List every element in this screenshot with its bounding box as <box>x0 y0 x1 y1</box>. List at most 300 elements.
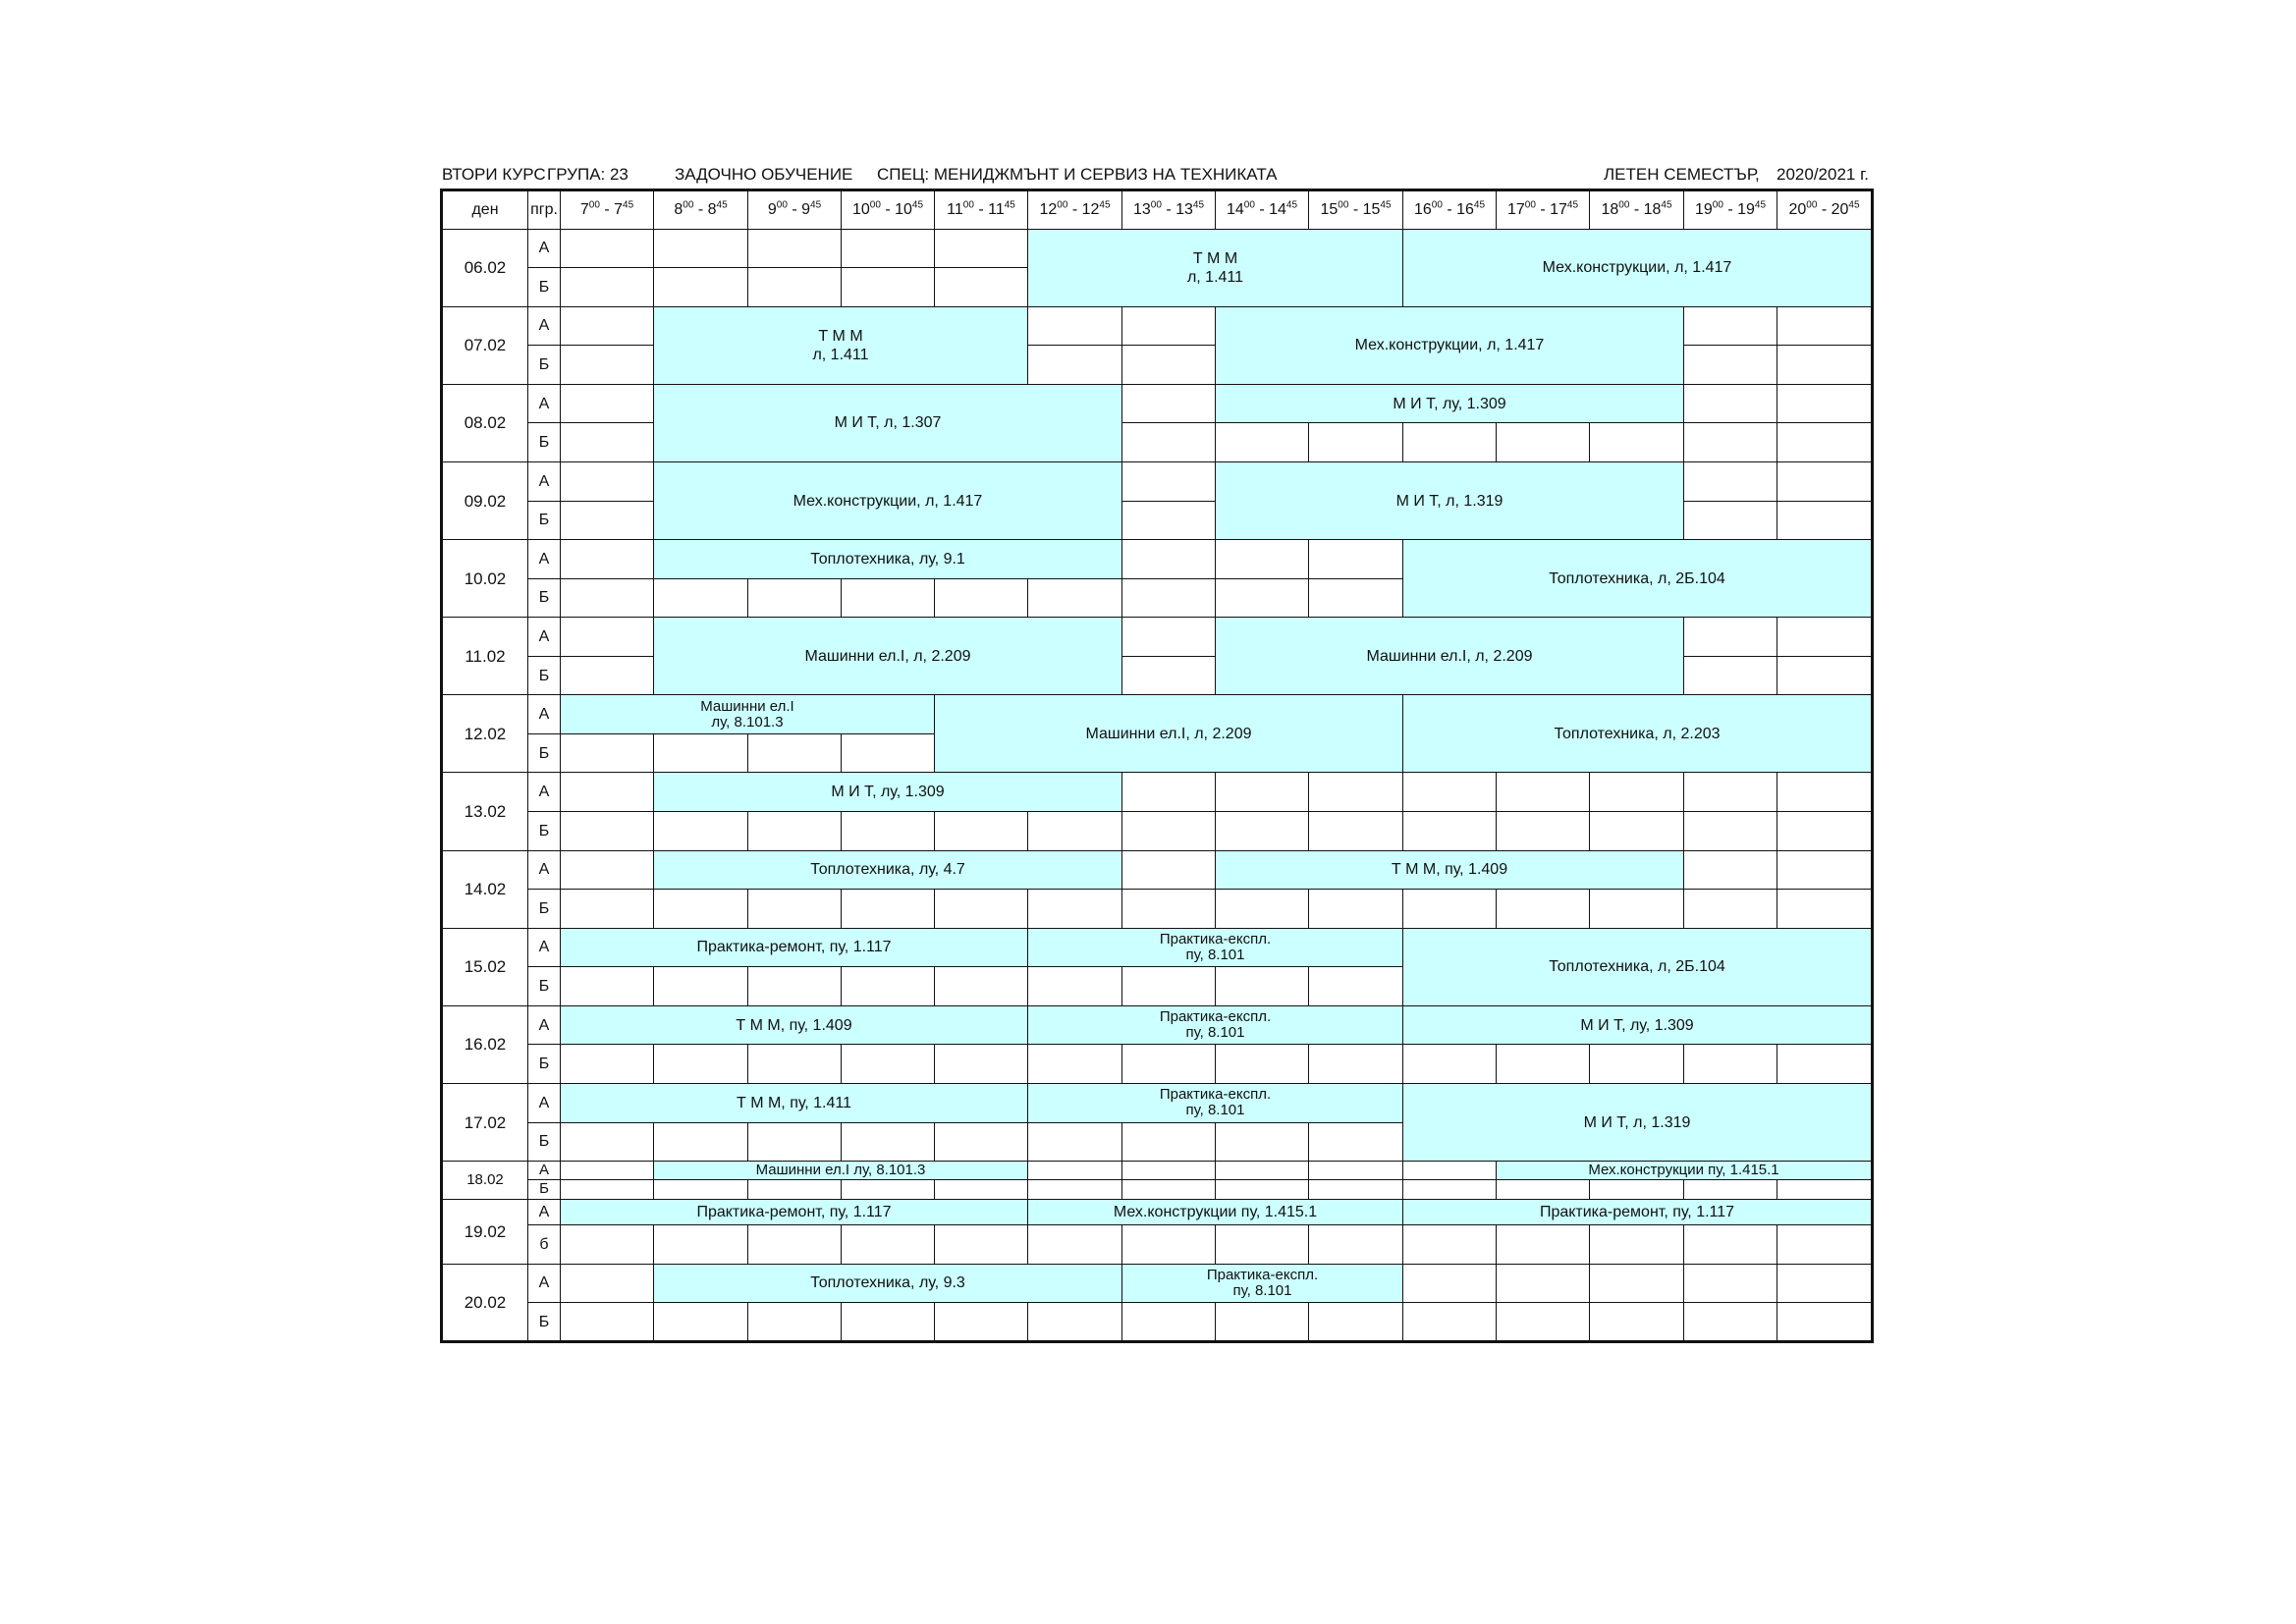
empty-slot <box>842 733 935 773</box>
empty-slot <box>1777 1264 1873 1303</box>
empty-slot <box>561 540 654 579</box>
slot-header: $19^{00} - 19^{45}$ <box>1684 190 1777 230</box>
empty-slot <box>935 890 1028 929</box>
empty-slot <box>1403 423 1497 462</box>
empty-slot <box>842 578 935 618</box>
empty-slot <box>1590 1180 1684 1199</box>
empty-slot <box>561 618 654 657</box>
empty-slot <box>1309 540 1403 579</box>
empty-slot <box>1684 1045 1777 1084</box>
subgroup-cell: Б <box>528 1122 561 1162</box>
empty-slot <box>748 1224 842 1264</box>
subgroup-cell: А <box>528 1083 561 1122</box>
day-cell: 06.02 <box>442 229 528 306</box>
empty-slot <box>1028 1303 1122 1342</box>
study-form-label: ЗАДОЧНО ОБУЧЕНИЕ <box>675 165 853 184</box>
empty-slot <box>561 346 654 385</box>
empty-slot <box>654 967 748 1006</box>
class-cell: Т М М, пу, 1.409 <box>1216 850 1684 890</box>
day-cell: 11.02 <box>442 618 528 695</box>
empty-slot <box>842 1224 935 1264</box>
empty-slot <box>748 268 842 307</box>
day-cell: 18.02 <box>442 1162 528 1200</box>
day-cell: 17.02 <box>442 1083 528 1161</box>
empty-slot <box>1684 423 1777 462</box>
empty-slot <box>1122 1162 1216 1180</box>
empty-slot <box>1028 306 1122 346</box>
empty-slot <box>1497 812 1590 851</box>
empty-slot <box>1777 346 1873 385</box>
empty-slot <box>1216 1303 1309 1342</box>
empty-slot <box>1777 1045 1873 1084</box>
empty-slot <box>1684 1264 1777 1303</box>
class-cell: М И Т, л, 1.319 <box>1216 461 1684 539</box>
empty-slot <box>1309 578 1403 618</box>
empty-slot <box>654 1180 748 1199</box>
empty-slot <box>935 1122 1028 1162</box>
empty-slot <box>1777 461 1873 501</box>
empty-slot <box>842 1045 935 1084</box>
empty-slot <box>1216 812 1309 851</box>
table-row <box>442 1162 1873 1180</box>
empty-slot <box>1777 656 1873 695</box>
subgroup-cell: А <box>528 773 561 812</box>
day-cell: 10.02 <box>442 540 528 618</box>
class-cell: Т М М, пу, 1.411 <box>561 1083 1028 1122</box>
class-cell: Практика-ремонт, пу, 1.117 <box>561 1199 1028 1224</box>
table-row <box>442 306 1873 346</box>
slot-header: $8^{00} - 8^{45}$ <box>654 190 748 230</box>
empty-slot <box>1122 423 1216 462</box>
slot-header: $14^{00} - 14^{45}$ <box>1216 190 1309 230</box>
empty-slot <box>1403 1045 1497 1084</box>
empty-slot <box>654 890 748 929</box>
subgroup-cell: Б <box>528 1180 561 1199</box>
empty-slot <box>935 1045 1028 1084</box>
empty-slot <box>1028 1122 1122 1162</box>
empty-slot <box>654 812 748 851</box>
day-cell: 09.02 <box>442 461 528 539</box>
subgroup-cell: Б <box>528 812 561 851</box>
slot-header: $13^{00} - 13^{45}$ <box>1122 190 1216 230</box>
subgroup-cell: Б <box>528 890 561 929</box>
empty-slot <box>1309 812 1403 851</box>
empty-slot <box>561 306 654 346</box>
table-row <box>442 540 1873 579</box>
empty-slot <box>654 733 748 773</box>
empty-slot <box>1777 812 1873 851</box>
class-cell: Мех.конструкции пу, 1.415.1 <box>1028 1199 1403 1224</box>
empty-slot <box>748 229 842 268</box>
empty-slot <box>842 890 935 929</box>
class-cell: Практика-експл. пу, 8.101 <box>1028 1005 1403 1045</box>
empty-slot <box>1497 1045 1590 1084</box>
subgroup-cell: Б <box>528 578 561 618</box>
empty-slot <box>1777 423 1873 462</box>
empty-slot <box>561 1122 654 1162</box>
empty-slot <box>1777 773 1873 812</box>
table-row <box>442 1199 1873 1224</box>
empty-slot <box>748 812 842 851</box>
class-cell: Машинни ел.I, л, 2.209 <box>1216 618 1684 695</box>
subgroup-cell: Б <box>528 423 561 462</box>
empty-slot <box>1590 890 1684 929</box>
slot-header: $12^{00} - 12^{45}$ <box>1028 190 1122 230</box>
empty-slot <box>1309 773 1403 812</box>
empty-slot <box>561 423 654 462</box>
empty-slot <box>1216 1162 1309 1180</box>
empty-slot <box>1403 773 1497 812</box>
table-row <box>442 1083 1873 1122</box>
empty-slot <box>1590 773 1684 812</box>
empty-slot <box>748 890 842 929</box>
class-cell: Практика-експл. пу, 8.101 <box>1028 1083 1403 1122</box>
empty-slot <box>1309 890 1403 929</box>
empty-slot <box>561 850 654 890</box>
empty-slot <box>1684 306 1777 346</box>
day-cell: 12.02 <box>442 695 528 773</box>
empty-slot <box>1122 890 1216 929</box>
day-cell: 08.02 <box>442 384 528 461</box>
empty-slot <box>1122 461 1216 501</box>
slot-header: $11^{00} - 11^{45}$ <box>935 190 1028 230</box>
empty-slot <box>1403 1162 1497 1180</box>
empty-slot <box>1309 967 1403 1006</box>
empty-slot <box>1590 1224 1684 1264</box>
empty-slot <box>1497 1303 1590 1342</box>
table-row <box>442 229 1873 268</box>
subgroup-cell: А <box>528 928 561 967</box>
empty-slot <box>654 268 748 307</box>
specialty-label: СПЕЦ: МЕНИДЖМЪНТ И СЕРВИЗ НА ТЕХНИКАТА <box>877 165 1278 184</box>
empty-slot <box>1684 346 1777 385</box>
empty-slot <box>1028 812 1122 851</box>
empty-slot <box>1028 346 1122 385</box>
empty-slot <box>1216 578 1309 618</box>
day-cell: 14.02 <box>442 850 528 928</box>
empty-slot <box>935 1180 1028 1199</box>
slot-header: $7^{00} - 7^{45}$ <box>561 190 654 230</box>
empty-slot <box>935 578 1028 618</box>
empty-slot <box>1590 1264 1684 1303</box>
subgroup-cell: А <box>528 618 561 657</box>
class-cell: Топлотехника, лу, 4.7 <box>654 850 1122 890</box>
empty-slot <box>1684 890 1777 929</box>
empty-slot <box>748 1303 842 1342</box>
empty-slot <box>1028 578 1122 618</box>
empty-slot <box>1122 1045 1216 1084</box>
empty-slot <box>1028 1162 1122 1180</box>
empty-slot <box>1122 346 1216 385</box>
header-row <box>442 190 1873 230</box>
empty-slot <box>561 656 654 695</box>
subgroup-cell: Б <box>528 346 561 385</box>
empty-slot <box>748 1180 842 1199</box>
empty-slot <box>654 229 748 268</box>
empty-slot <box>748 1122 842 1162</box>
subgroup-cell: А <box>528 229 561 268</box>
empty-slot <box>1497 423 1590 462</box>
class-cell: Машинни ел.I лу, 8.101.3 <box>654 1162 1028 1180</box>
empty-slot <box>561 461 654 501</box>
empty-slot <box>842 967 935 1006</box>
empty-slot <box>1684 501 1777 540</box>
subgroup-cell: А <box>528 384 561 423</box>
subgroup-cell: А <box>528 850 561 890</box>
empty-slot <box>561 1162 654 1180</box>
class-cell: Топлотехника, л, 2Б.104 <box>1403 928 1873 1005</box>
class-cell: Т М М л, 1.411 <box>654 306 1028 384</box>
slot-header: $20^{00} - 20^{45}$ <box>1777 190 1873 230</box>
class-cell: Мех.конструкции, л, 1.417 <box>1216 306 1684 384</box>
slot-header: $18^{00} - 18^{45}$ <box>1590 190 1684 230</box>
subgroup-cell: Б <box>528 733 561 773</box>
empty-slot <box>842 1303 935 1342</box>
empty-slot <box>1684 384 1777 423</box>
subgroup-cell: Б <box>528 967 561 1006</box>
empty-slot <box>1028 1224 1122 1264</box>
class-cell: Т М М, пу, 1.409 <box>561 1005 1028 1045</box>
empty-slot <box>561 501 654 540</box>
empty-slot <box>1590 812 1684 851</box>
empty-slot <box>1684 656 1777 695</box>
subgroup-cell: Б <box>528 501 561 540</box>
empty-slot <box>561 384 654 423</box>
subgroup-cell: Б <box>528 656 561 695</box>
class-cell: М И Т, л, 1.307 <box>654 384 1122 461</box>
table-row <box>442 1180 1873 1199</box>
empty-slot <box>1216 1122 1309 1162</box>
slot-header: $16^{00} - 16^{45}$ <box>1403 190 1497 230</box>
empty-slot <box>935 812 1028 851</box>
empty-slot <box>1028 1045 1122 1084</box>
empty-slot <box>1028 1180 1122 1199</box>
class-cell: М И Т, л, 1.319 <box>1403 1083 1873 1161</box>
empty-slot <box>561 733 654 773</box>
class-cell: Машинни ел.I, л, 2.209 <box>935 695 1403 773</box>
class-cell: Практика-експл. пу, 8.101 <box>1122 1264 1403 1303</box>
empty-slot <box>561 890 654 929</box>
empty-slot <box>1684 1303 1777 1342</box>
empty-slot <box>1216 540 1309 579</box>
empty-slot <box>1777 1303 1873 1342</box>
table-row <box>442 618 1873 657</box>
table-row <box>442 461 1873 501</box>
empty-slot <box>1122 384 1216 423</box>
empty-slot <box>748 967 842 1006</box>
empty-slot <box>748 1045 842 1084</box>
empty-slot <box>654 1224 748 1264</box>
day-cell: 19.02 <box>442 1199 528 1264</box>
empty-slot <box>561 1303 654 1342</box>
table-row <box>442 1045 1873 1084</box>
empty-slot <box>561 268 654 307</box>
empty-slot <box>1777 1180 1873 1199</box>
empty-slot <box>1122 540 1216 579</box>
empty-slot <box>1684 812 1777 851</box>
subgroup-cell: А <box>528 461 561 501</box>
empty-slot <box>1777 384 1873 423</box>
subgroup-cell: Б <box>528 1045 561 1084</box>
slot-header: $10^{00} - 10^{45}$ <box>842 190 935 230</box>
class-cell: Топлотехника, л, 2Б.104 <box>1403 540 1873 618</box>
empty-slot <box>1777 618 1873 657</box>
empty-slot <box>842 268 935 307</box>
empty-slot <box>1309 1303 1403 1342</box>
empty-slot <box>935 229 1028 268</box>
empty-slot <box>1590 423 1684 462</box>
empty-slot <box>1028 890 1122 929</box>
empty-slot <box>1684 850 1777 890</box>
slot-header: $15^{00} - 15^{45}$ <box>1309 190 1403 230</box>
empty-slot <box>935 1303 1028 1342</box>
empty-slot <box>1777 890 1873 929</box>
empty-slot <box>1590 1303 1684 1342</box>
subgroup-cell: А <box>528 1005 561 1045</box>
empty-slot <box>561 967 654 1006</box>
empty-slot <box>1497 1180 1590 1199</box>
empty-slot <box>1309 1162 1403 1180</box>
class-cell: Практика-експл. пу, 8.101 <box>1028 928 1403 967</box>
empty-slot <box>1216 890 1309 929</box>
academic-year-label: 2020/2021 г. <box>1777 165 1869 184</box>
class-cell: Топлотехника, лу, 9.3 <box>654 1264 1122 1303</box>
empty-slot <box>1497 890 1590 929</box>
empty-slot <box>1216 1045 1309 1084</box>
class-cell: Топлотехника, л, 2.203 <box>1403 695 1873 773</box>
table-row <box>442 1224 1873 1264</box>
subgroup-cell: А <box>528 1199 561 1224</box>
empty-slot <box>1403 1264 1497 1303</box>
class-cell: Т М М л, 1.411 <box>1028 229 1403 306</box>
empty-slot <box>1777 850 1873 890</box>
empty-slot <box>1216 967 1309 1006</box>
class-cell: Мех.конструкции, л, 1.417 <box>1403 229 1873 306</box>
empty-slot <box>1122 306 1216 346</box>
table-row <box>442 1303 1873 1342</box>
day-cell: 13.02 <box>442 773 528 850</box>
empty-slot <box>1122 850 1216 890</box>
slot-header: $17^{00} - 17^{45}$ <box>1497 190 1590 230</box>
table-row <box>442 773 1873 812</box>
empty-slot <box>1309 1122 1403 1162</box>
empty-slot <box>1497 1264 1590 1303</box>
subgroup-cell: б <box>528 1224 561 1264</box>
empty-slot <box>1590 1045 1684 1084</box>
empty-slot <box>561 773 654 812</box>
empty-slot <box>1216 1224 1309 1264</box>
empty-slot <box>1028 967 1122 1006</box>
empty-slot <box>561 1264 654 1303</box>
class-cell: М И Т, лу, 1.309 <box>1403 1005 1873 1045</box>
empty-slot <box>1684 461 1777 501</box>
table-row <box>442 1005 1873 1045</box>
empty-slot <box>561 812 654 851</box>
empty-slot <box>1403 890 1497 929</box>
empty-slot <box>1122 773 1216 812</box>
empty-slot <box>1216 423 1309 462</box>
table-row <box>442 812 1873 851</box>
empty-slot <box>1403 1180 1497 1199</box>
subgroup-cell: А <box>528 306 561 346</box>
empty-slot <box>842 229 935 268</box>
group-label: ГРУПА: 23 <box>547 165 629 184</box>
empty-slot <box>1777 306 1873 346</box>
semester-label: ЛЕТЕН СЕМЕСТЪР, <box>1604 165 1760 184</box>
empty-slot <box>1309 423 1403 462</box>
class-cell: Машинни ел.I, л, 2.209 <box>654 618 1122 695</box>
empty-slot <box>1122 812 1216 851</box>
class-cell: Мех.конструкции, л, 1.417 <box>654 461 1122 539</box>
empty-slot <box>1122 1224 1216 1264</box>
empty-slot <box>654 1303 748 1342</box>
subgroup-cell: А <box>528 1264 561 1303</box>
empty-slot <box>1777 501 1873 540</box>
table-row <box>442 695 1873 734</box>
empty-slot <box>1403 1224 1497 1264</box>
table-row <box>442 890 1873 929</box>
empty-slot <box>1684 618 1777 657</box>
empty-slot <box>1777 1224 1873 1264</box>
empty-slot <box>1403 812 1497 851</box>
empty-slot <box>1122 1303 1216 1342</box>
empty-slot <box>1403 1303 1497 1342</box>
subgroup-cell: А <box>528 540 561 579</box>
day-column-header: ден <box>442 190 528 230</box>
empty-slot <box>1684 773 1777 812</box>
empty-slot <box>842 812 935 851</box>
empty-slot <box>1122 967 1216 1006</box>
table-row <box>442 384 1873 423</box>
empty-slot <box>842 1122 935 1162</box>
empty-slot <box>561 1045 654 1084</box>
empty-slot <box>561 229 654 268</box>
class-cell: Практика-ремонт, пу, 1.117 <box>561 928 1028 967</box>
empty-slot <box>561 1180 654 1199</box>
empty-slot <box>935 1224 1028 1264</box>
empty-slot <box>1497 773 1590 812</box>
schedule-header <box>442 163 1871 187</box>
empty-slot <box>1122 501 1216 540</box>
empty-slot <box>1216 1180 1309 1199</box>
day-cell: 07.02 <box>442 306 528 384</box>
slot-header: $9^{00} - 9^{45}$ <box>748 190 842 230</box>
empty-slot <box>748 733 842 773</box>
class-cell: Практика-ремонт, пу, 1.117 <box>1403 1199 1873 1224</box>
empty-slot <box>1684 1180 1777 1199</box>
empty-slot <box>1122 1122 1216 1162</box>
empty-slot <box>1684 1224 1777 1264</box>
empty-slot <box>1309 1180 1403 1199</box>
empty-slot <box>1309 1045 1403 1084</box>
day-cell: 16.02 <box>442 1005 528 1083</box>
subgroup-column-header: пгр. <box>528 190 561 230</box>
schedule-table <box>440 189 1874 1343</box>
table-row <box>442 850 1873 890</box>
subgroup-cell: А <box>528 695 561 734</box>
empty-slot <box>842 1180 935 1199</box>
empty-slot <box>1122 656 1216 695</box>
empty-slot <box>935 268 1028 307</box>
class-cell: Мех.конструкции пу, 1.415.1 <box>1497 1162 1873 1180</box>
class-cell: Топлотехника, лу, 9.1 <box>654 540 1122 579</box>
class-cell: М И Т, лу, 1.309 <box>654 773 1122 812</box>
empty-slot <box>561 578 654 618</box>
empty-slot <box>1216 773 1309 812</box>
empty-slot <box>654 1045 748 1084</box>
course-label: ВТОРИ КУРС <box>442 165 546 184</box>
day-cell: 20.02 <box>442 1264 528 1341</box>
